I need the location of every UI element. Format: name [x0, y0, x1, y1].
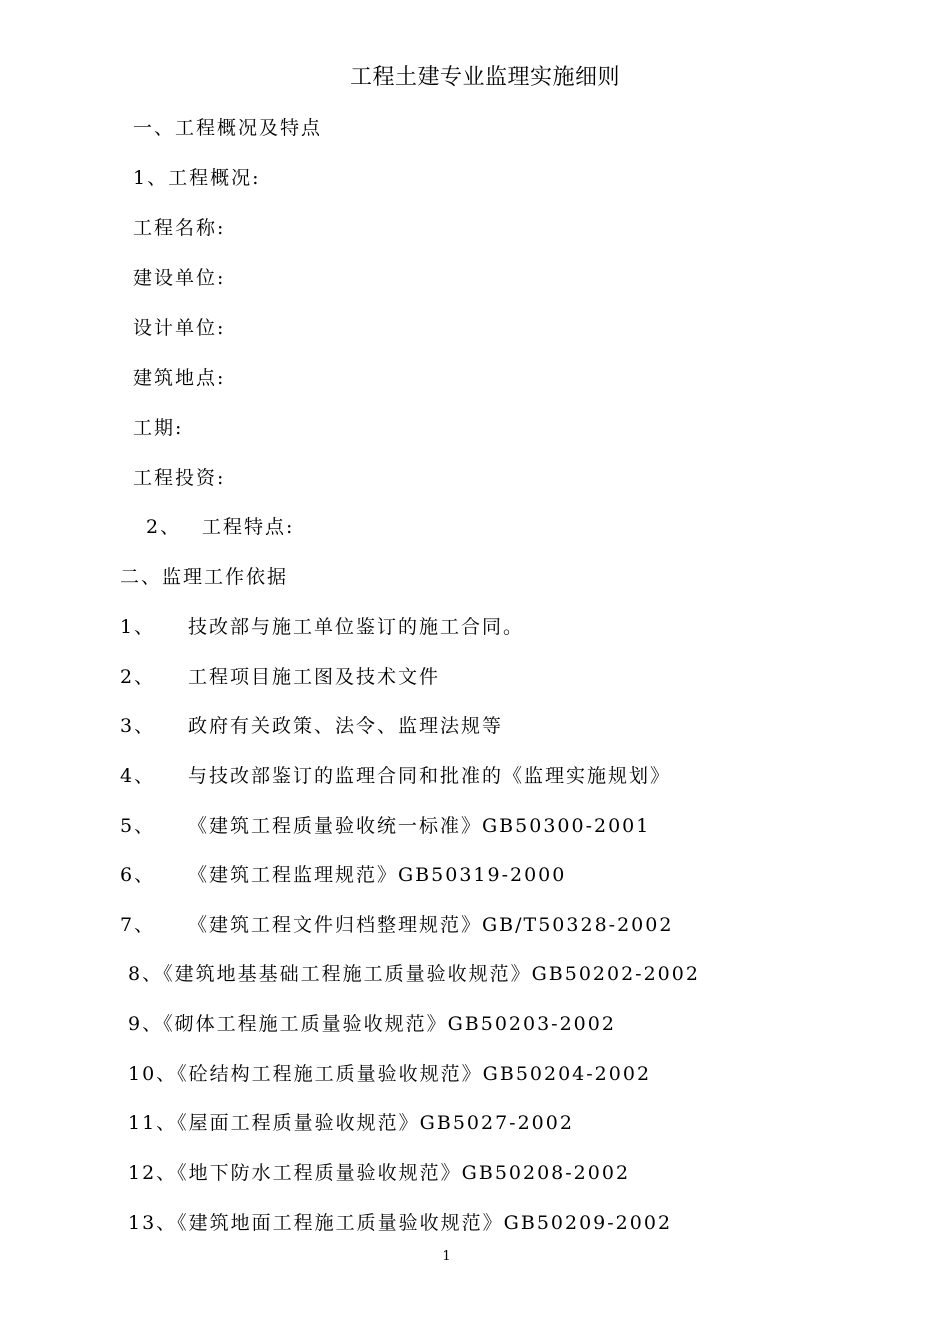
basis-item: 10、《砼结构工程施工质量验收规范》GB50204-2002 — [128, 1063, 652, 1085]
basis-item: 8、《建筑地基基础工程施工质量验收规范》GB50202-2002 — [128, 963, 700, 985]
basis-item-number: 2、 — [120, 666, 156, 688]
document-title: 工程土建专业监理实施细则 — [349, 65, 620, 90]
basis-item: 《建筑工程监理规范》GB50319-2000 — [188, 864, 567, 886]
basis-item-number: 3、 — [120, 715, 156, 737]
field-site-location: 建筑地点: — [133, 367, 226, 389]
subsection-features: 工程特点: — [202, 516, 295, 538]
basis-item-number: 5、 — [120, 815, 156, 837]
basis-item-number: 4、 — [120, 765, 156, 787]
basis-item: 12、《地下防水工程质量验收规范》GB50208-2002 — [128, 1162, 631, 1184]
field-investment: 工程投资: — [133, 467, 226, 489]
basis-item: 《建筑工程文件归档整理规范》GB/T50328-2002 — [188, 914, 674, 936]
basis-item: 11、《屋面工程质量验收规范》GB5027-2002 — [128, 1112, 574, 1134]
basis-item: 13、《建筑地面工程施工质量验收规范》GB50209-2002 — [128, 1212, 673, 1234]
field-duration: 工期: — [133, 417, 184, 439]
basis-item: 工程项目施工图及技术文件 — [188, 666, 441, 688]
field-design-unit: 设计单位: — [133, 317, 226, 339]
basis-item: 《建筑工程质量验收统一标准》GB50300-2001 — [188, 815, 651, 837]
section-heading-overview: 一、工程概况及特点 — [133, 117, 323, 139]
basis-item: 与技改部鉴订的监理合同和批准的《监理实施规划》 — [188, 765, 672, 787]
basis-item: 政府有关政策、法令、监理法规等 — [188, 715, 504, 737]
field-owner-unit: 建设单位: — [133, 267, 226, 289]
field-project-name: 工程名称: — [133, 217, 226, 239]
subsection-overview: 1、工程概况: — [133, 167, 261, 189]
basis-item-number: 6、 — [120, 864, 156, 886]
basis-item: 9、《砌体工程施工质量验收规范》GB50203-2002 — [128, 1013, 616, 1035]
subsection-features-number: 2、 — [146, 516, 182, 538]
basis-item-number: 1、 — [120, 616, 156, 638]
basis-item: 技改部与施工单位鉴订的施工合同。 — [188, 616, 525, 638]
section-heading-basis: 二、监理工作依据 — [120, 566, 289, 588]
basis-item-number: 7、 — [120, 914, 156, 936]
page-number: 1 — [442, 1249, 451, 1264]
